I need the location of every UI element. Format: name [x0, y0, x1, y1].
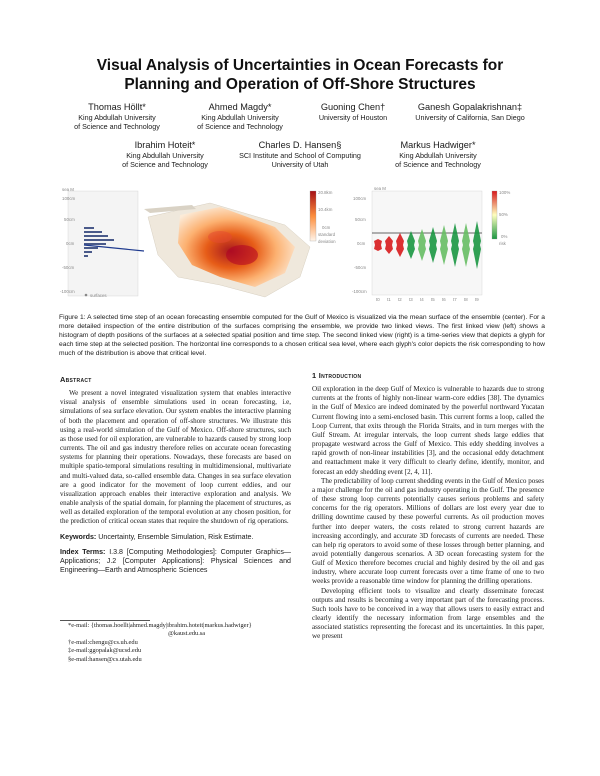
time-axis: [376, 297, 479, 302]
abstract-text: We present a novel integrated visualization system that enables interactive visual analysis of ensemble simulations used in ocean forecasting, i.e, simulations of sea surface elevation. Our system enables the interactive planning of both the placement and operation of off-shore structures. We illustrate this using a real-world simulation of the Gulf of Mexico. Off-shore structures, such as those used for oil exploration, are vulnerable to hazards caused by strong loop currents. The oil and gas industry therefore relies on accurate ocean forecasting systems for planning their operations. Nowadays, these forecasts are based on multiple spatio-temporal simulations resulting in multidimensional, multivariate and multi-valued data, so-called ensemble data. Changes in sea surface elevation are a good indicator for the movement of loop current eddies, and our visualization approach enables their interactive exploration and analysis. We enable analysis of the spatial domain, for planning the placement of structures, as well as detailed exploration of the temporal evolution at any chosen position, for the prediction of critical ocean states that require the shutdown of rig operations.: [60, 389, 291, 526]
tick-label: 50cm: [355, 217, 366, 222]
tick-label: 50cm: [64, 217, 75, 222]
author-block: Ganesh Gopalakrishnan‡ University of California, San Diego: [415, 102, 525, 122]
tick-label: 0cm: [357, 241, 366, 246]
author-block: Charles D. Hansen§ SCI Institute and School of Computing University of Utah: [239, 140, 361, 169]
histogram-panel: [60, 187, 144, 298]
scale-label: 10.4km: [318, 207, 333, 212]
author-block: Thomas Höllt* King Abdullah University of Science and Technology: [74, 102, 160, 131]
tick-label: 100cm: [62, 196, 76, 201]
index-terms: Index Terms: I.3.8 [Computing Methodologies]: Computer Graphics—Applications; J.2 [Computer Applications]: Physical Sciences and Engineering—Earth and Atmospheric Sciences: [60, 547, 291, 574]
scale-label: deviation: [318, 239, 336, 244]
teaser-figure: [60, 185, 526, 303]
std-deviation-scale: [310, 190, 336, 244]
author-block: Ibrahim Hoteit* King Abdullah University of Science and Technology: [122, 140, 208, 169]
tick-label: -50cm: [62, 265, 75, 270]
right-column: [312, 371, 544, 642]
intro-paragraph: Developing efficient tools to visualize and clearly disseminate forecast outputs and results is becoming a very important part of the forecasting process. Such tools have to be conceived in a way that allows users to easily extract and clearly identify the necessary information from large ensembles and the associated statistics representing the forecast and its uncertainties. In this paper, we present: [312, 586, 544, 641]
time-label: t9: [475, 297, 479, 302]
author-block: Guoning Chen† University of Houston: [318, 102, 388, 122]
time-label: t8: [464, 297, 468, 302]
time-label: t5: [431, 297, 435, 302]
time-label: t4: [420, 297, 424, 302]
left-column: [60, 375, 291, 575]
risk-tick: 100%: [499, 190, 511, 195]
keywords: Keywords: Uncertainty, Ensemble Simulation, Risk Estimate.: [60, 532, 254, 541]
intro-heading: 1 Introduction: [312, 371, 362, 380]
footnotes: *e-mail: {thomas.hoellt|ahmed.magdy|ibrahim.hoteit|markus.hadwiger} @kaust.edu.sa †e-mail:chengu@cs.uh.edu ‡e-mail:ggopalak@ucsd.edu §e-mail:hansen@cs.utah.edu: [68, 622, 252, 663]
risk-tick: 0%: [501, 234, 508, 239]
tick-label: -100cm: [60, 289, 75, 294]
time-step-glyph: [374, 239, 382, 251]
tick-label: -50cm: [354, 265, 367, 270]
risk-scale: [492, 191, 497, 239]
tick-label: 0cm: [66, 241, 75, 246]
mean-surface-view: [144, 203, 310, 297]
time-label: t7: [453, 297, 457, 302]
time-label: t0: [376, 297, 380, 302]
abstract-heading: Abstract: [60, 375, 92, 384]
figure-caption: Figure 1: A selected time step of an ocean forecasting ensemble computed for the Gulf of Mexico is visualized via the mean surface of the ensemble (center). For a more detailed inspection of the entire distribution of the surfaces comprising the ensemble, we provide two linked views. The first linked view (left) shows a histogram of depth positions of the surfaces at a selected spatial position and time step. The second linked view (right) is a time-series view that depicts a glyph for each time step at the selected position. The horizontal line corresponds to a chosen critical sea level, where each glyph's color depicts the risk corresponding to how much of the distribution is above that critical level.: [59, 314, 545, 357]
tick-label: -100cm: [352, 289, 367, 294]
time-series-panel: [352, 186, 510, 302]
time-label: t3: [409, 297, 413, 302]
author-block: Markus Hadwiger* King Abdullah University of Science and Technology: [395, 140, 481, 169]
time-label: t6: [442, 297, 446, 302]
footnote-rule: [60, 620, 150, 621]
paper-title: Visual Analysis of Uncertainties in Ocean Forecasts for Planning and Operation of Off-Shore Structures: [96, 57, 504, 93]
histogram-top-label: sea M: [62, 187, 74, 192]
histogram-legend: surfaces: [90, 293, 107, 298]
intro-paragraph: The predictability of loop current shedding events in the Gulf of Mexico poses a major challenge for the oil and gas industry operating in the Gulf. The presence of these strong loop currents potentially causes serious problems and safety concerns for the rig operators. Millions of dollars are lost every year due to drilling downtime caused by these powerful currents. As oil production moves further into deeper waters, the costs related to strong current hazards are increasing accordingly, and accurate 3D forecasts of currents are needed. These can help rig operators to avoid some of these losses through better planning, and avoid potentially dangerous scenarios. A 3D ocean forecasting system for the Gulf of Mexico therefore becomes crucial and highly desired by the oil and gas industry, where accurate loop current forecasts over a time frame of one to two weeks provide a reasonable time window for planning the drilling operations.: [312, 476, 545, 586]
tick-label: 100cm: [353, 196, 367, 201]
scale-label: 0cm: [322, 225, 331, 230]
scale-label: 20.8km: [318, 190, 333, 195]
intro-paragraph: Oil exploration in the deep Gulf of Mexico is vulnerable to hazards due to strong currents at the fronts of highly non-linear warm-core eddies [38]. The dynamics in the Gulf of Mexico are indeed dominated by the powerful northward Yucatan Current flowing into a semi-enclosed basin. This current forms a loop, called the Loop Current, that exits through the Florida Straits, and in turn merges with the Gulf Stream. At irregular intervals, the loop current sheds large eddies that propagate westward across the Gulf of Mexico. This eddy shedding involves a rapid growth of non-linear instabilities [3], and the occasional eddy detachment and reattachment make it very difficult to clearly define, identify, monitor, and forecast an eddy shedding event [2, 4, 11].: [312, 385, 544, 476]
timeseries-top-label: sea M: [374, 186, 386, 191]
risk-label: risk: [499, 241, 506, 246]
risk-tick: 50%: [499, 212, 508, 217]
scale-label: standard: [318, 232, 336, 237]
time-label: t2: [398, 297, 402, 302]
author-block: Ahmed Magdy* King Abdullah University of Science and Technology: [197, 102, 283, 131]
time-label: t1: [387, 297, 391, 302]
